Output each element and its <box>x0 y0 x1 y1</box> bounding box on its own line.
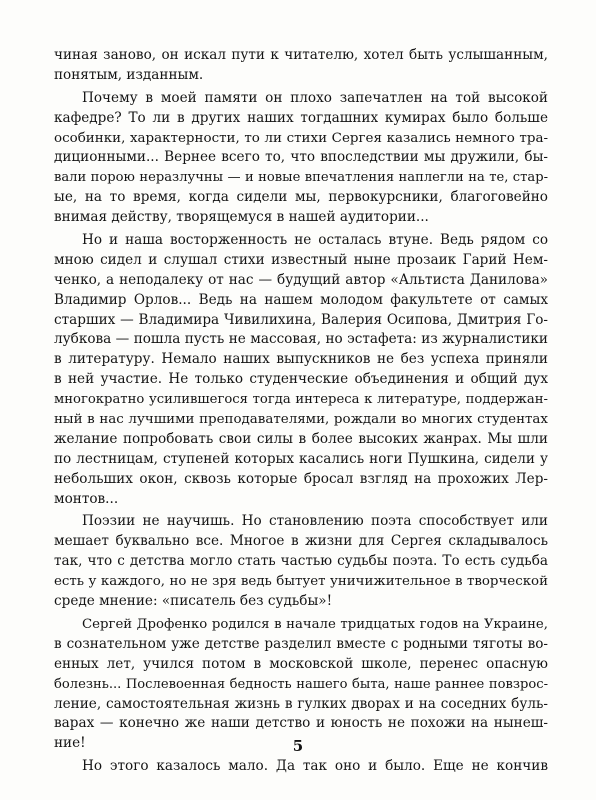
text-line: ченко, а неподалеку от нас — будущий автор «Альтиста Данилова» <box>54 271 548 288</box>
text-line: ление, самостоятельная жизнь в гулких дворах и на соседних буль- <box>54 695 548 712</box>
text-line: мешает буквально все. Многое в жизни для Сергея складывалось <box>54 533 548 550</box>
text-line: среде мнение: «писатель без судьбы»! <box>54 593 333 610</box>
text-line: ный в нас лучшими преподавателями, рождали во многих студентах <box>54 412 548 428</box>
text-line: в литературу. Немало наших выпускников не без успеха приняли <box>54 351 548 368</box>
text-line: особинки, характерности, то ли стихи Сергея казались немного тра- <box>54 130 548 146</box>
text-line: Почему в моей памяти он плохо запечатлен на той высокой <box>82 89 548 106</box>
text-line: диционными... Вернее всего то, что впоследствии мы дружили, бы- <box>54 149 548 166</box>
text-line: ые, на то время, когда сидели мы, первокурсники, благоговейно <box>54 189 548 206</box>
text-line: монтов... <box>54 490 119 507</box>
text-line: многократно усилившегося тогда интереса к литературе, поддержан- <box>54 392 548 408</box>
body-text <box>54 46 548 777</box>
text-line: кафедре? То ли в других наших тогдашних кумирах было больше <box>54 109 548 126</box>
text-line: по лестницам, ступеней которых касались ноги Пушкина, сидели у <box>54 450 548 467</box>
text-line: внимая действу, творящемуся в нашей аудитории... <box>54 209 429 226</box>
text-line: енных лет, учился потом в московской школе, перенес опасную <box>54 655 548 672</box>
text-line: есть у каждого, но не зря ведь бытует уничижительное в творческой <box>54 574 548 590</box>
paragraph <box>54 46 548 86</box>
text-line: лубкова — пошла пусть не массовая, но эстафета: из журналистики <box>54 331 548 348</box>
text-line: в ней участие. Не только студенческие объединения и общий дух <box>54 371 548 388</box>
text-line: старших — Владимира Чивилихина, Валерия Осипова, Дмитрия Го- <box>54 311 548 328</box>
paragraph <box>54 89 548 228</box>
text-line: Поэзии не научишь. Но становлению поэта способствует или <box>82 513 548 530</box>
text-line: Но и наша восторженность не осталась втуне. Ведь рядом со <box>82 232 548 249</box>
text-line: так, что с детства могло стать частью судьбы поэта. То есть судьба <box>54 553 548 570</box>
text-line: варах — конечно же наши детство и юность не похожи на нынеш- <box>54 715 548 732</box>
text-line: мною сидел и слушал стихи известный ныне прозаик Гарий Нем- <box>54 251 548 268</box>
paragraph <box>54 757 548 777</box>
text-line: в сознательном уже детстве разделил вместе с родными тяготы во- <box>54 635 548 652</box>
paragraph <box>54 512 548 611</box>
text-line: понятым, изданным. <box>54 66 204 83</box>
text-line: Но этого казалось мало. Да так оно и было. Еще не кончив <box>82 758 548 775</box>
text-line: вали порою неразлучны — и новые впечатления наплегли на те, стар- <box>54 170 548 186</box>
paragraph <box>54 615 548 754</box>
text-line: ние! <box>54 735 86 752</box>
text-line: чиная заново, он искал пути к читателю, хотел быть услышанным, <box>54 47 548 63</box>
page-number: 5 <box>292 737 304 755</box>
text-line: болезнь... Послевоенная бедность нашего быта, наше раннее повзрос- <box>54 676 548 692</box>
text-line: небольших окон, сквозь которые бросал взгляд на прохожих Лер- <box>54 470 548 487</box>
text-line: желание попробовать свои силы в более высоких жанрах. Мы шли <box>54 430 548 447</box>
text-line: Владимир Орлов... Ведь на нашем молодом факультете от самых <box>54 291 548 308</box>
text-line: Сергей Дрофенко родился в начале тридцатых годов на Украине, <box>82 616 548 632</box>
paragraph <box>54 231 548 509</box>
